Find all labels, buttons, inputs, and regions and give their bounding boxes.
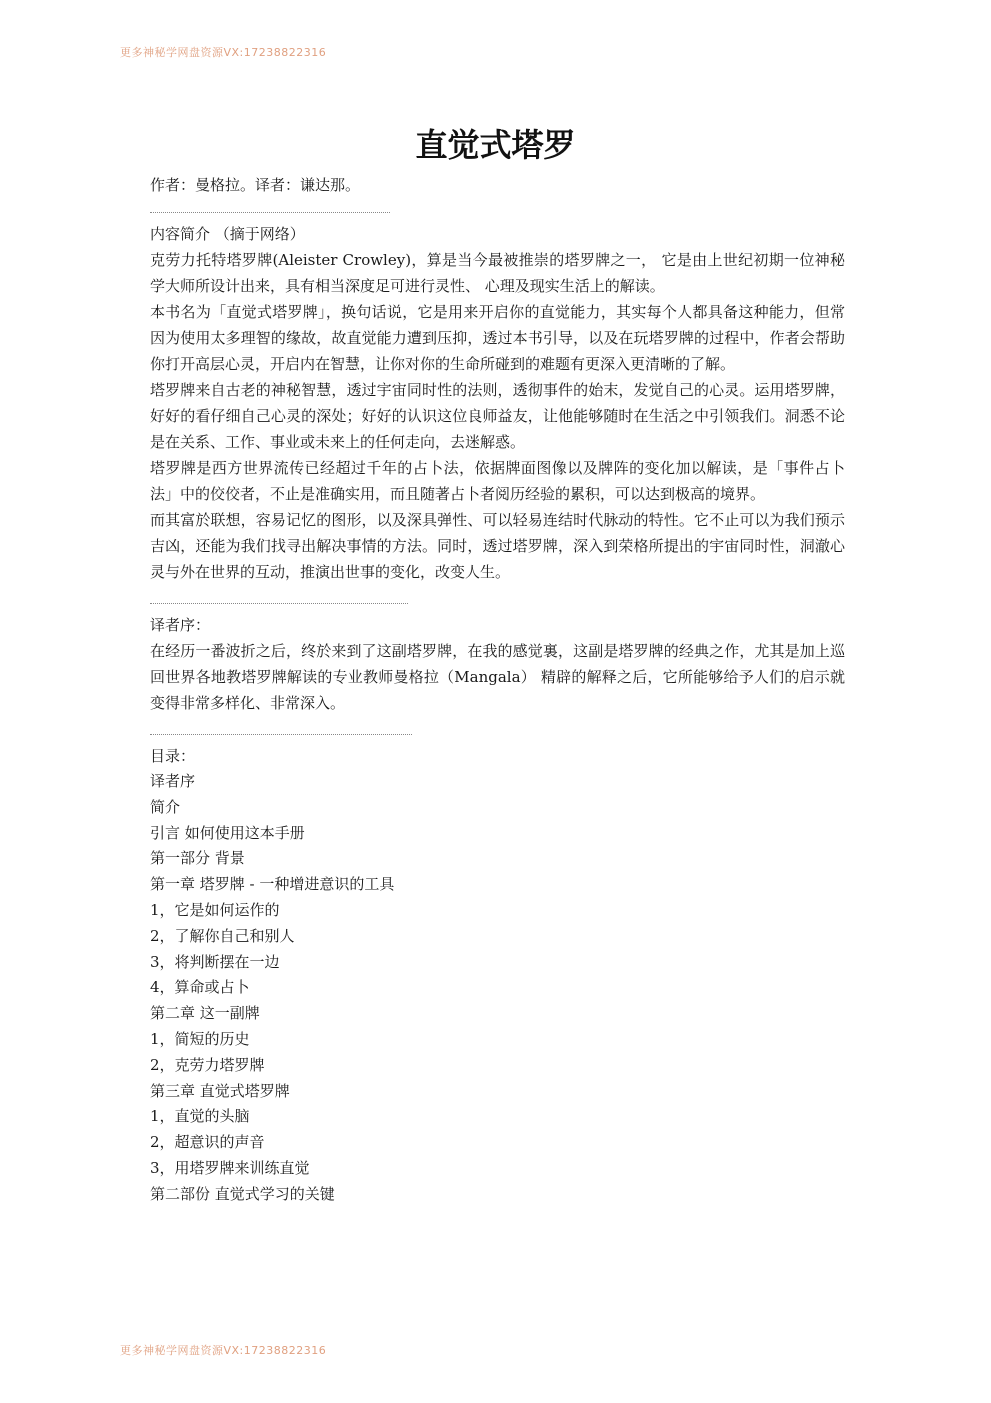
byline: 作者：曼格拉。译者：谦达那。: [150, 176, 361, 194]
toc-item: 1，它是如何运作的: [150, 900, 280, 919]
toc-item: 2，克劳力塔罗牌: [150, 1055, 265, 1074]
toc-item: 2，了解你自己和别人: [150, 926, 295, 945]
intro-paragraph: 塔罗牌是西方世界流传已经超过千年的占卜法，依据牌面图像以及牌阵的变化加以解读，是「事件占卜法」中的佼佼者，不止是准确实用，而且随著占卜者阅历经验的累积，可以达到极高的境界。: [150, 459, 845, 503]
dotted-divider: [150, 589, 408, 604]
toc-item: 3，将判断摆在一边: [150, 952, 280, 971]
watermark-bottom: 更多神秘学网盘资源VX:17238822316: [120, 1344, 327, 1357]
document-title: 直觉式塔罗: [415, 126, 576, 164]
intro-paragraph: 克劳力托特塔罗牌(Aleister Crowley)，算是当今最被推崇的塔罗牌之一， 它是由上世纪初期一位神秘学大师所设计出来，具有相当深度足可进行灵性、 心理及现实生活上的解读。: [150, 251, 845, 295]
preface-paragraph: 在经历一番波折之后，终於来到了这副塔罗牌，在我的感觉裏，这副是塔罗牌的经典之作，尤其是加上巡回世界各地教塔罗牌解读的专业教师曼格拉（Mangala） 精辟的解释之后，它所能够给予人们的启示就变得非常多样化、非常深入。: [150, 642, 845, 712]
toc-heading: 目录：: [150, 747, 196, 765]
dotted-divider: [150, 198, 390, 213]
toc-item: 简介: [150, 797, 181, 816]
toc-item: 第三章 直觉式塔罗牌: [150, 1081, 290, 1100]
dotted-divider: [150, 720, 412, 735]
toc-item: 3，用塔罗牌来训练直觉: [150, 1158, 310, 1177]
toc-item: 4，算命或占卜: [150, 978, 250, 997]
intro-paragraph: 本书名为「直觉式塔罗牌」，换句话说，它是用来开启你的直觉能力，其实每个人都具备这种能力，但常因为使用太多理智的缘故，故直觉能力遭到压抑，透过本书引导，以及在玩塔罗牌的过程中，作者会帮助你打开高层心灵，开启内在智慧，让你对你的生命所碰到的难题有更深入更清晰的了解。: [150, 303, 845, 373]
watermark-top: 更多神秘学网盘资源VX:17238822316: [120, 46, 327, 59]
intro-paragraph: 塔罗牌来自古老的神秘智慧，透过宇宙同时性的法则，透彻事件的始末，发觉自己的心灵。运用塔罗牌，好好的看仔细自己心灵的深处；好好的认识这位良师益友，让他能够随时在生活之中引领我们。洞悉不论是在关系、工作、事业或未来上的任何走向，去迷解惑。: [150, 381, 845, 451]
toc-item: 1，直觉的头脑: [150, 1107, 250, 1126]
toc-item: 引言 如何使用这本手册: [150, 823, 305, 842]
intro-paragraph: 而其富於联想，容易记忆的图形，以及深具弹性、可以轻易连结时代脉动的特性。它不止可以为我们预示吉凶，还能为我们找寻出解决事情的方法。同时，透过塔罗牌，深入到荣格所提出的宇宙同时性，洞澈心灵与外在世界的互动，推演出世事的变化，改变人生。: [150, 511, 845, 581]
toc-item: 2，超意识的声音: [150, 1133, 265, 1152]
document-body: [150, 172, 845, 1208]
toc-item: 第二章 这一副牌: [150, 1004, 260, 1023]
toc-item: 1，简短的历史: [150, 1029, 250, 1048]
toc-item: 第一章 塔罗牌 - 一种增进意识的工具: [150, 875, 395, 894]
toc-item: 第一部分 背景: [150, 849, 245, 868]
toc-item: 第二部份 直觉式学习的关键: [150, 1184, 335, 1203]
preface-heading: 译者序：: [150, 616, 211, 634]
table-of-contents: [150, 769, 845, 1208]
intro-heading: 内容简介 （摘于网络）: [150, 225, 305, 243]
toc-item: 译者序: [150, 772, 196, 790]
